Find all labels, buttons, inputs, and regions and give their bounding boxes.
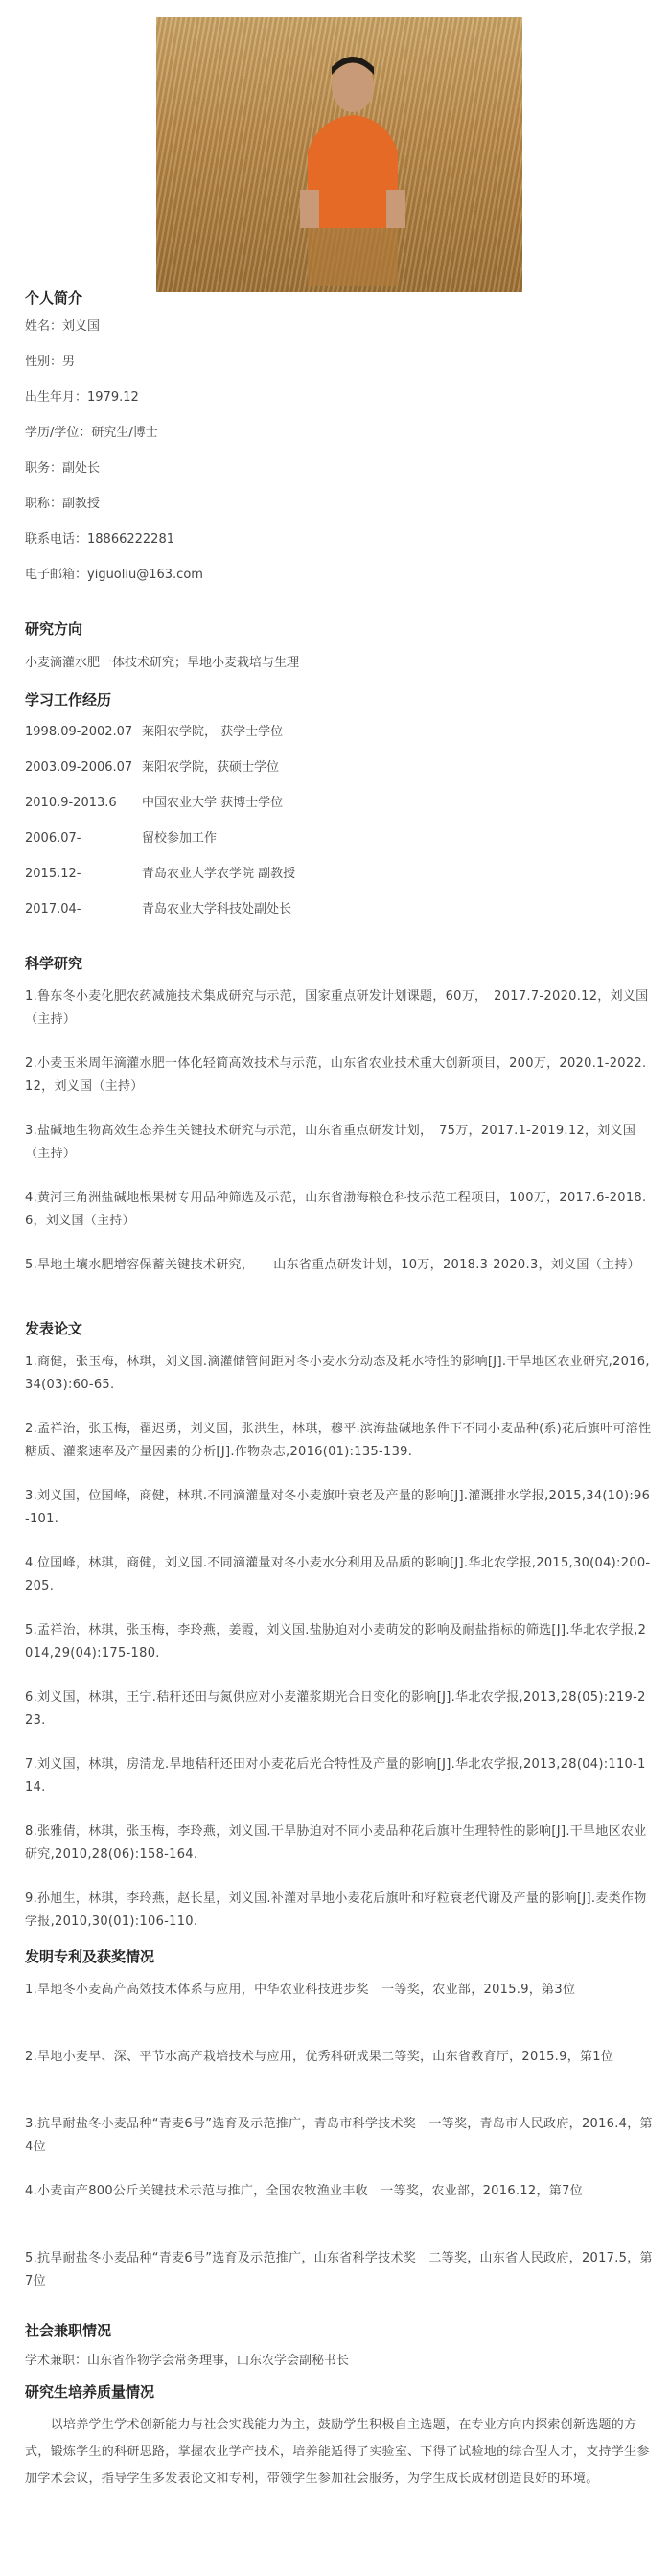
paper-item: 1.商健，张玉梅，林琪，刘义国.滴灌储管间距对冬小麦水分动态及耗水特性的影响[J].干旱地区农业研究,2016,34(03):60-65. [25, 1355, 650, 1392]
research-section [25, 953, 653, 1321]
paper-item: 8.张雅倩，林琪，张玉梅，李玲燕，刘义国.干旱胁迫对不同小麦品种花后旗叶生理特性的影响[J].干旱地区农业研究,2010,28(06):158-164. [25, 1824, 647, 1862]
field-position: 职务：副处长 [25, 461, 101, 476]
field-birth: 出生年月：1979.12 [25, 390, 139, 405]
paper-item: 2.孟祥治，张玉梅，翟迟勇，刘义国，张洪生，林琪，穆平.滨海盐碱地条件下不同小麦品种(系)花后旗叶可溶性糖质、灌浆速率及产量因素的分析[J].作物杂志,2016(01):135-139. [25, 1422, 652, 1459]
field-gender: 性别：男 [25, 355, 76, 369]
experience-item: 1998.09-2002.07 莱阳农学院， 获学士学位 [25, 725, 284, 739]
award-item: 5.抗旱耐盐冬小麦品种“青麦6号”选育及示范推广，山东省科学技术奖 二等奖，山东省人民政府，2017.5，第7位 [25, 2251, 653, 2288]
research-item: 5.旱地土壤水肥增容保蓄关键技术研究， 山东省重点研发计划，10万，2018.3-2020.3，刘义国（主持） [25, 1258, 640, 1272]
section-title-experience: 学习工作经历 [25, 691, 112, 708]
paper-item: 5.孟祥治，林琪，张玉梅，李玲燕，姜霞，刘义国.盐胁迫对小麦萌发的影响及耐盐指标的筛选[J].华北农学报,2014,29(04):175-180. [25, 1623, 647, 1660]
section-title-awards: 发明专利及获奖情况 [25, 1948, 155, 1965]
experience-item: 2003.09-2006.07 莱阳农学院，获硕士学位 [25, 760, 280, 775]
experience-item: 2017.04- 青岛农业大学科技处副处长 [25, 902, 292, 917]
field-degree: 学历/学位：研究生/博士 [25, 426, 158, 440]
paper-item: 6.刘义国，林琪，王宁.秸秆还田与氮供应对小麦灌浆期光合日变化的影响[J].华北农学报,2013,28(05):219-223. [25, 1690, 646, 1728]
section-title-research: 科学研究 [25, 955, 83, 972]
award-item: 2.旱地小麦早、深、平节水高产栽培技术与应用，优秀科研成果二等奖，山东省教育厅，2015.9，第1位 [25, 2050, 614, 2064]
experience-item: 2015.12- 青岛农业大学农学院 副教授 [25, 867, 296, 881]
experience-item: 2010.9-2013.6 中国农业大学 获博士学位 [25, 796, 284, 810]
experience-section [25, 689, 653, 935]
teaching-text: 以培养学生学术创新能力与社会实践能力为主，鼓励学生积极自主选题，在专业方向内探索创新选题的方式，锻炼学生的科研思路，掌握农业学产技术，培养能适得了实验室、下得了试验地的综合型人才，支持学生参加学术会议，指导学生多发表论文和专利，带领学生参加社会服务，为学生成长成材创造良好的环境。 [25, 2418, 650, 2486]
paper-item: 4.位国峰，林琪，商健，刘义国.不同滴灌量对冬小麦水分利用及品质的影响[J].华北农学报,2015,30(04):200-205. [25, 1556, 651, 1593]
award-item: 4.小麦亩产800公斤关键技术示范与推广，全国农牧渔业丰收 一等奖，农业部，2016.12，第7位 [25, 2184, 583, 2198]
research-item: 2.小麦玉米周年滴灌水肥一体化轻简高效技术与示范，山东省农业技术重大创新项目，200万，2020.1-2022.12，刘义国（主持） [25, 1056, 647, 1094]
section-title-teaching: 研究生培养质量情况 [25, 2383, 155, 2401]
social-section [25, 2320, 653, 2372]
paper-item: 9.孙旭生，林琪，李玲燕，赵长星，刘义国.补灌对旱地小麦花后旗叶和籽粒衰老代谢及产量的影响[J].麦类作物学报,2010,30(01):106-110. [25, 1891, 647, 1929]
social-text: 学术兼职：山东省作物学会常务理事，山东农学会副秘书长 [25, 2354, 350, 2368]
profile-photo [156, 17, 522, 292]
experience-item: 2006.07- 留校参加工作 [25, 831, 218, 846]
paper-item: 3.刘义国，位国峰，商健，林琪.不同滴灌量对冬小麦旗叶衰老及产量的影响[J].灌溉排水学报,2015,34(10):96-101. [25, 1489, 651, 1526]
research-direction-text: 小麦滴灌水肥一体技术研究；旱地小麦栽培与生理 [25, 656, 300, 670]
field-title: 职称：副教授 [25, 497, 101, 511]
teaching-section [25, 2381, 653, 2493]
field-email: 电子邮箱：yiguoliu@163.com [25, 568, 203, 582]
section-title-social: 社会兼职情况 [25, 2322, 112, 2339]
person-figure [300, 46, 405, 286]
section-title-research-direction: 研究方向 [25, 620, 83, 638]
research-item: 4.黄河三角洲盐碱地根果树专用品种筛选及示范，山东省渤海粮仓科技示范工程项目，100万，2017.6-2018.6，刘义国（主持） [25, 1191, 647, 1228]
research-item: 3.盐碱地生物高效生态养生关键技术研究与示范，山东省重点研发计划， 75万，2017.1-2019.12，刘义国（主持） [25, 1124, 636, 1161]
award-item: 3.抗旱耐盐冬小麦品种“青麦6号”选育及示范推广，青岛市科学技术奖 一等奖，青岛市人民政府，2016.4，第4位 [25, 2117, 653, 2154]
paper-item: 7.刘义国，林琪，房清龙.旱地秸秆还田对小麦花后光合特性及产量的影响[J].华北农学报,2013,28(04):110-114. [25, 1757, 646, 1795]
papers-section [25, 1318, 653, 1955]
field-name: 姓名：刘义国 [25, 319, 101, 334]
research-item: 1.鲁东冬小麦化肥农药减施技术集成研究与示范，国家重点研发计划课题，60万， 2017.7-2020.12，刘义国（主持） [25, 989, 649, 1027]
profile-section [25, 288, 653, 600]
research-direction-section [25, 618, 653, 674]
awards-section [25, 1946, 653, 2314]
award-item: 1.旱地冬小麦高产高效技术体系与应用，中华农业科技进步奖 一等奖，农业部，2015.9，第3位 [25, 1983, 576, 1997]
section-title-profile: 个人简介 [25, 290, 83, 307]
field-phone: 联系电话：18866222281 [25, 532, 174, 546]
section-title-papers: 发表论文 [25, 1320, 83, 1337]
